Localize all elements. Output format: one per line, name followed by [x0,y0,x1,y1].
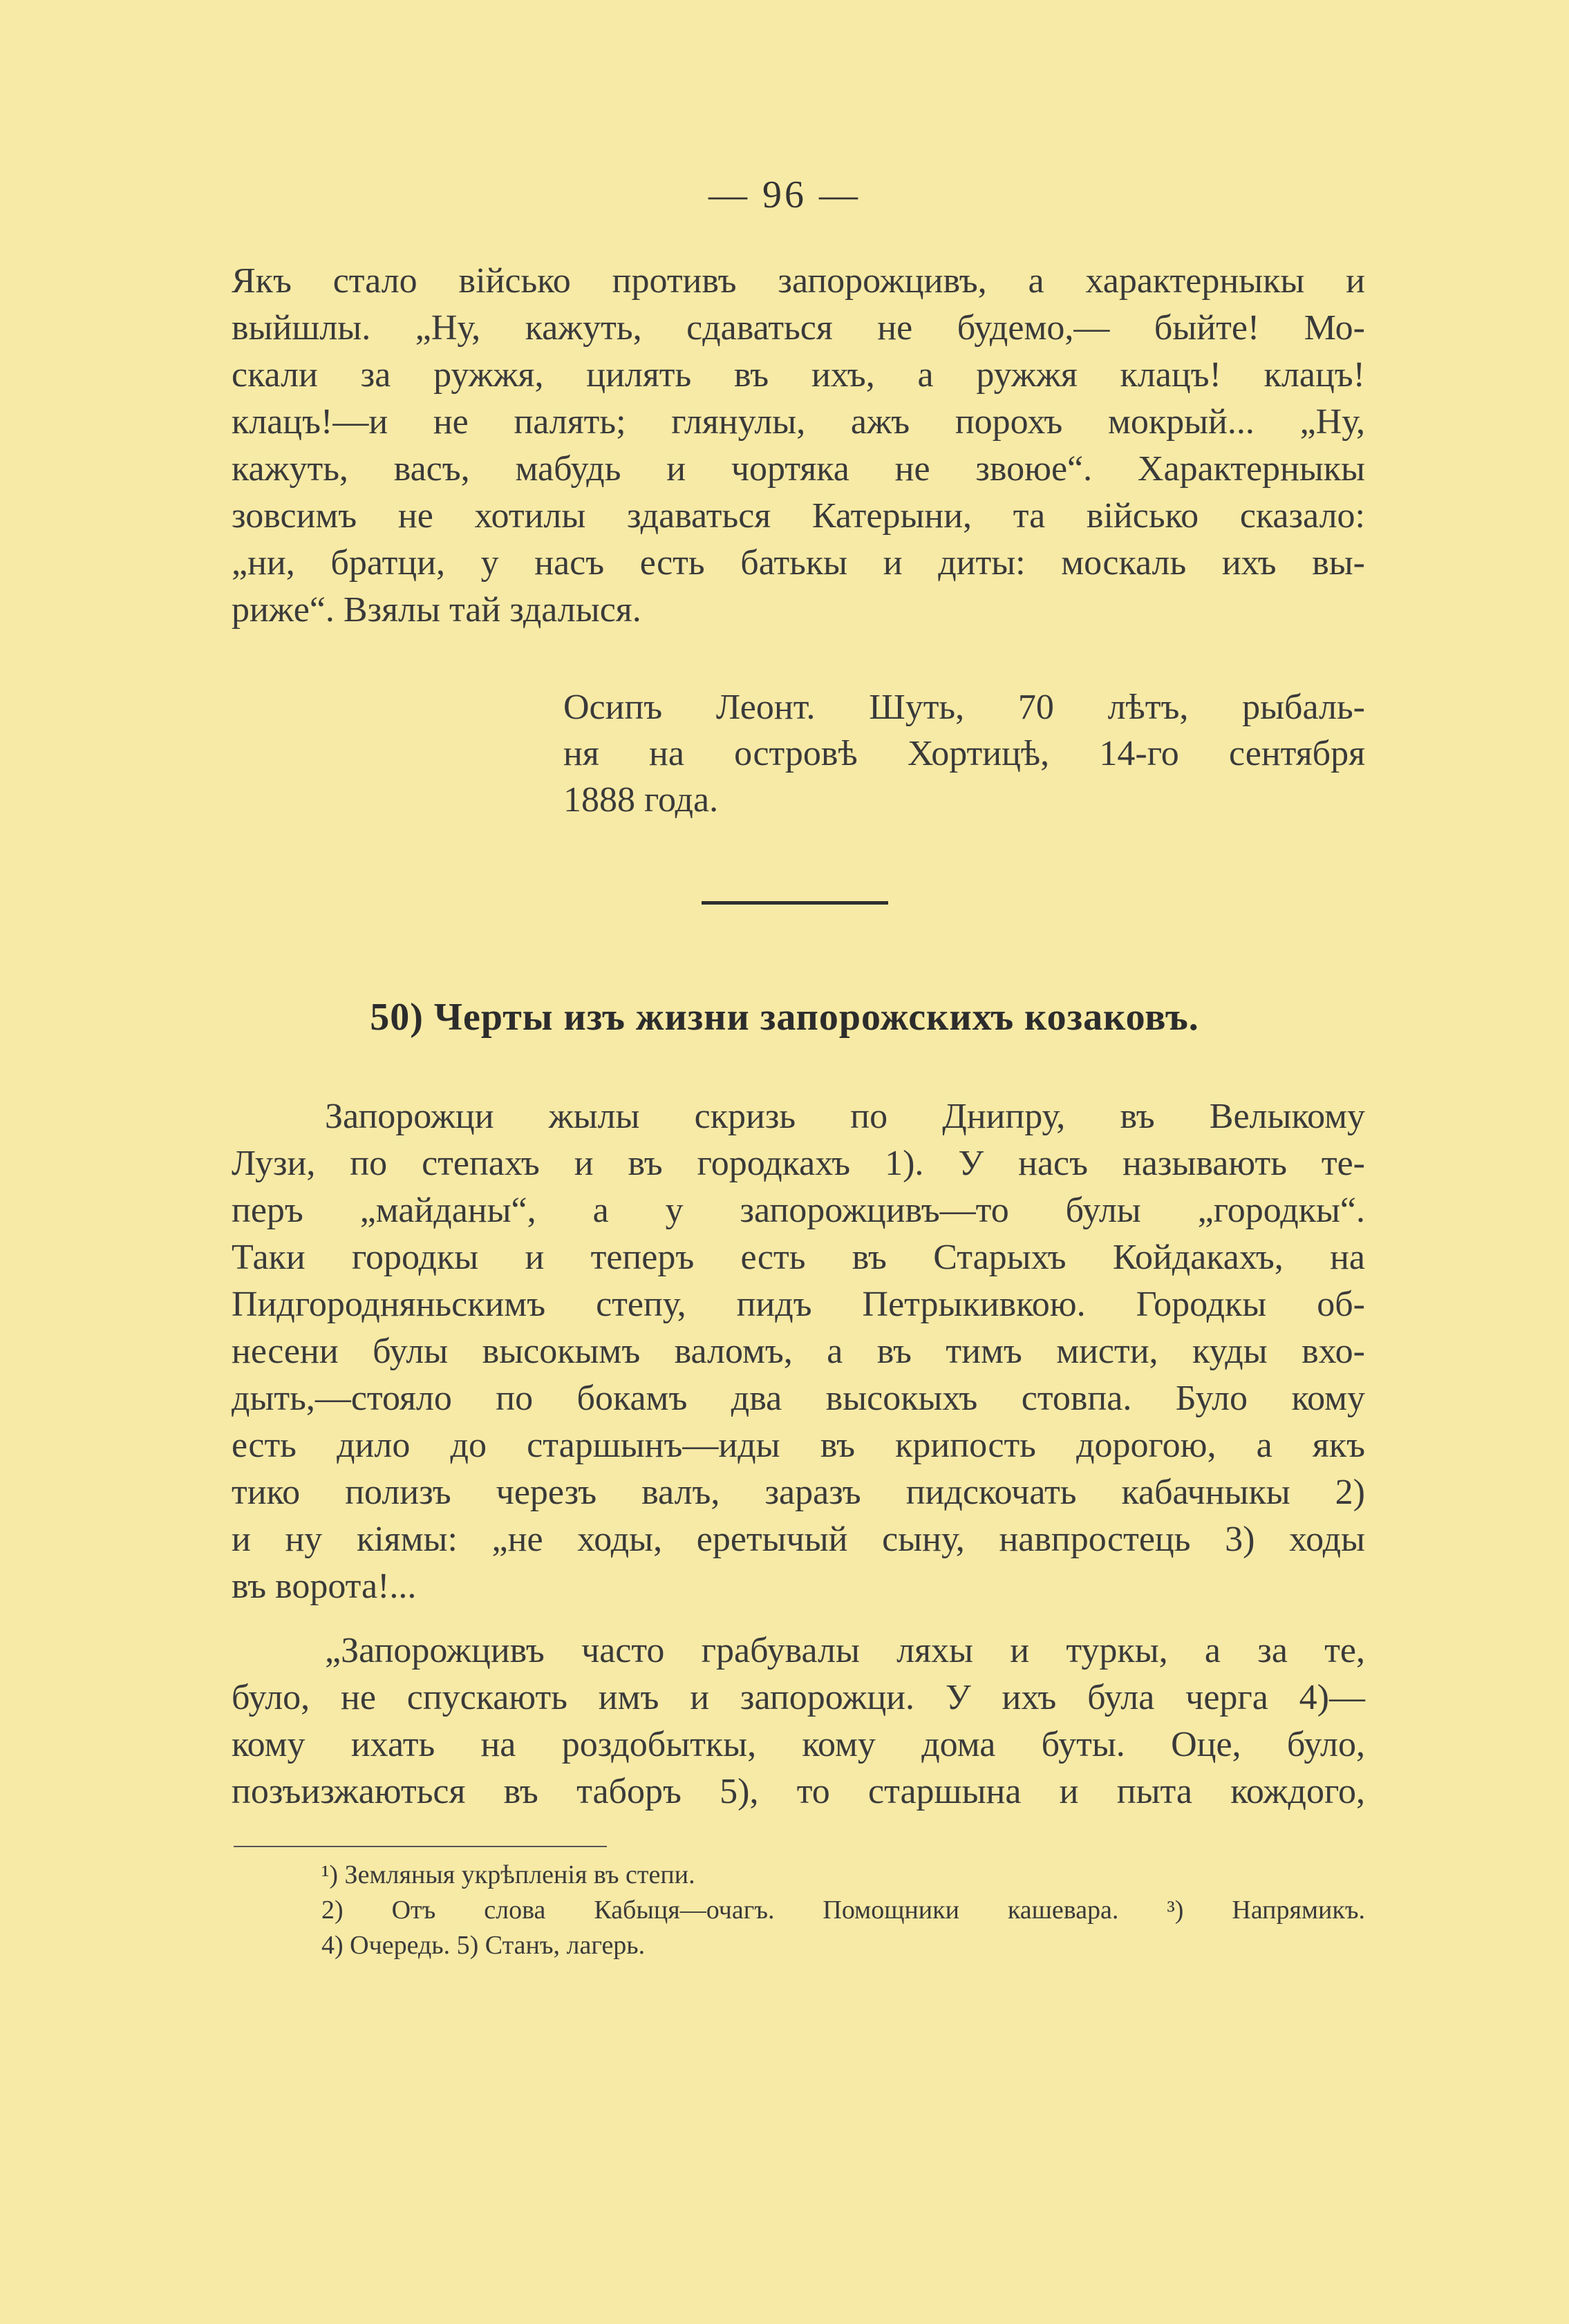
text-line: „Запорожцивъ часто грабувалы ляхы и туркы, а за те, [325,1631,1365,1670]
text-line: рижe“. Взялы тай здалыся. [232,590,641,630]
text-line: есть дило до старшынъ—иды въ крипость дорогою, а якъ [232,1426,1365,1465]
signature-line: 1888 года. [563,780,719,820]
narrator-signature [563,684,1365,823]
page-number: — 96 — [708,173,861,216]
text-line: Якъ стало військо противъ запорожцивъ, а характерныкы и [232,261,1365,301]
text-line: выйшлы. „Ну, кажуть, сдаваться не будемо,— быйте! Мо- [232,308,1365,348]
text-line: зовсимъ не хотилы здаваться Катерыни, та військо сказало: [232,496,1365,536]
footnote-line: 4) Очередь. 5) Станъ, лагерь. [321,1931,646,1960]
text-line: позъизжаються въ таборъ 5), то старшына и пыта кождого, [232,1772,1365,1811]
text-line: „ни, братци, у насъ есть батькы и диты: москаль ихъ вы- [232,543,1365,583]
footnote-line: ¹) Земляныя укрѣпленія въ степи. [321,1860,695,1889]
text-line: тико полизъ черезъ валъ, заразъ пидскочать кабачныкы 2) [232,1473,1365,1512]
footnote-divider [234,1846,607,1847]
text-line: и ну кіямы: „не ходы, еретычый сыну, навпростець 3) ходы [232,1520,1365,1559]
text-line: несени булы высокымъ валомъ, а въ тимъ мисти, куды вхо- [232,1332,1365,1371]
paragraph-3 [232,1627,1365,1815]
signature-line: Осипъ Леонт. Шуть, 70 лѣтъ, рыбаль- [563,688,1365,727]
paragraph-2 [232,1093,1365,1610]
footnotes [321,1858,1365,1963]
text-line: було, не спускають имъ и запорожци. У ихъ була черга 4)— [232,1678,1365,1717]
text-line: клацъ!—и не палять; глянулы, ажъ порохъ мокрый... „Ну, [232,402,1365,442]
text-line: въ ворота!... [232,1567,417,1606]
text-line: Таки городкы и теперъ есть въ Старыхъ Койдакахъ, на [232,1238,1365,1277]
text-line: скали за ружжя, цилять въ ихъ, а ружжя клацъ! клацъ! [232,355,1365,395]
text-line: перъ „майданы“, а у запорожцивъ—то булы „городкы“. [232,1191,1365,1230]
text-line: Лузи, по степахъ и въ городкахъ 1). У насъ называють те- [232,1144,1365,1183]
text-line: Пидгородняньскимъ степу, пидъ Петрыкивкою. Городкы об- [232,1285,1365,1324]
text-line: кому ихать на роздобыткы, кому дома буты. Оце, було, [232,1725,1365,1764]
text-line: Запорожци жылы скризь по Днипру, въ Велыкому [325,1097,1365,1136]
text-line: дыть,—стояло по бокамъ два высокыхъ стовпа. Було кому [232,1379,1365,1418]
text-line: кажуть, васъ, мабудь и чортяка не звоюе“. Характерныкы [232,449,1365,489]
paragraph-1 [232,258,1365,634]
footnote-line: 2) Отъ слова Кабыця—очагъ. Помощники кашевара. ³) Напрямикъ. [321,1896,1365,1925]
signature-line: ня на островѣ Хортицѣ, 14-го сентября [563,734,1365,773]
section-title: 50) Черты изъ жизни запорожскихъ козаковъ. [370,996,1199,1039]
section-divider [702,901,888,905]
